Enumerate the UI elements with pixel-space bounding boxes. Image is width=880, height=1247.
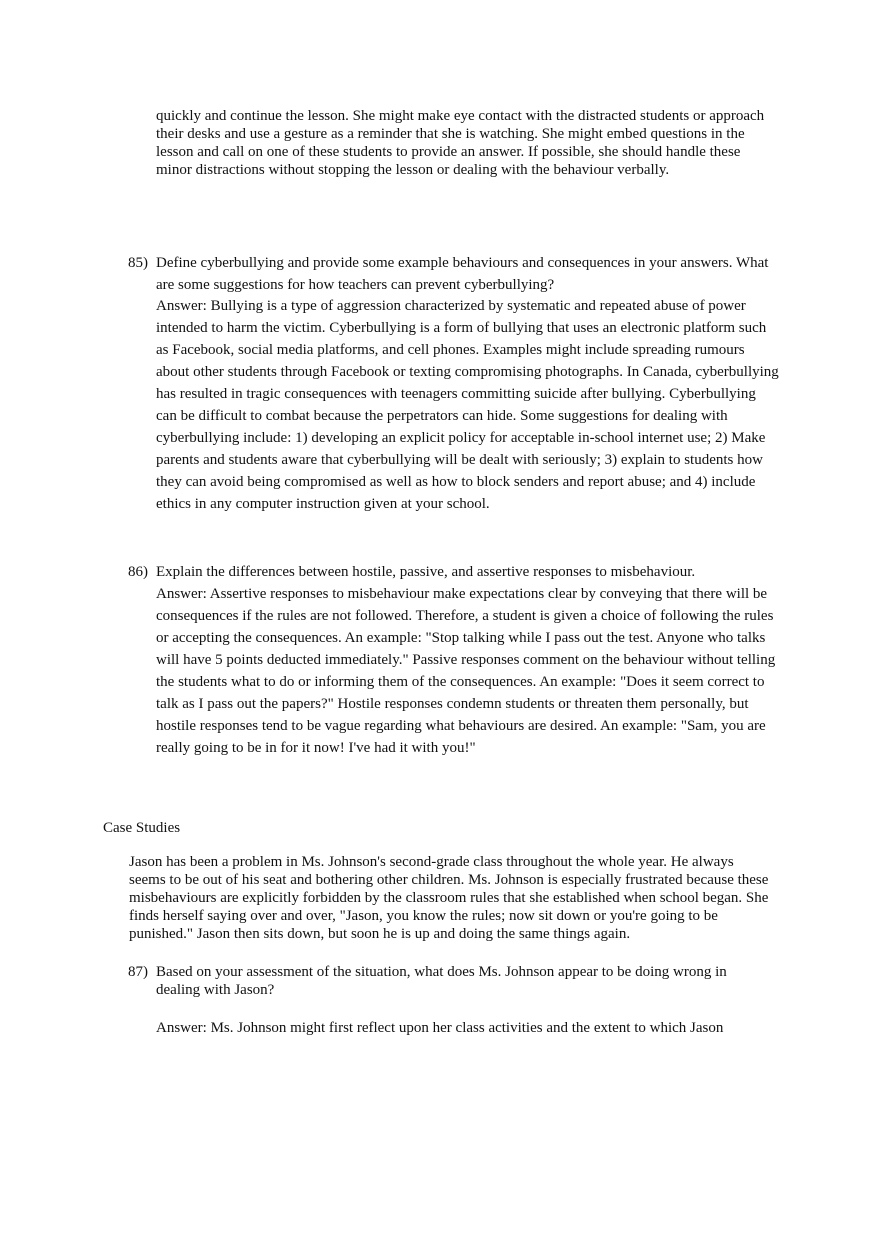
question-85-text: Define cyberbullying and provide some example behaviours and consequences in your answers. What are some suggestions for how teachers can prevent cyberbullying? [156,255,769,293]
case-studies-heading: Case Studies [103,820,181,836]
continuation-paragraph: quickly and continue the lesson. She might make eye contact with the distracted students or approach their desks and use a gesture as a reminder that she is watching. She might embed questions in the lesson and call on one of these students to provide an answer. If possible, she should handle these minor distractions without stopping the lesson or dealing with the behaviour verbally. [156,108,765,178]
question-86-number: 86) [128,564,148,580]
question-85-number: 85) [128,255,148,271]
question-87-number: 87) [128,964,148,980]
question-86-answer: Answer: Assertive responses to misbehaviour make expectations clear by conveying that there will be consequences if the rules are not followed. Therefore, a student is given a choice of following the rules or accepting the consequences. An example: "Stop talking while I pass out the test. Anyone who talks will have 5 points deducted immediately." Passive responses comment on the behaviour without telling the students what to do or informing them of the consequences. An example: "Does it seem correct to talk as I pass out the papers?" Hostile responses condemn students or threaten them personally, but hostile responses tend to be vague regarding what behaviours are desired. An example: "Sam, you are really going to be in for it now! I've had it with you!" [156,586,776,756]
question-87-text: Based on your assessment of the situation, what does Ms. Johnson appear to be doing wrong in dealing with Jason? [156,964,727,998]
case-scenario-paragraph: Jason has been a problem in Ms. Johnson's second-grade class throughout the whole year. He always seems to be out of his seat and bothering other children. Ms. Johnson is especially frustrated because these misbehaviours are explicitly forbidden by the classroom rules that she established when school began. She finds herself saying over and over, "Jason, you know the rules; now sit down or you're going to be punished." Jason then sits down, but soon he is up and doing the same things again. [129,854,769,942]
question-87-answer: Answer: Ms. Johnson might first reflect upon her class activities and the extent to which Jason [156,1020,724,1036]
question-85-answer: Answer: Bullying is a type of aggression characterized by systematic and repeated abuse of power intended to harm the victim. Cyberbullying is a form of bullying that uses an electronic platform such as Facebook, social media platforms, and cell phones. Examples might include spreading rumours about other students through Facebook or texting compromising photographs. In Canada, cyberbullying has resulted in tragic consequences with teenagers committing suicide after bullying. Cyberbullying can be difficult to combat because the perpetrators can hide. Some suggestions for dealing with cyberbullying include: 1) developing an explicit policy for acceptable in-school internet use; 2) Make parents and students aware that cyberbullying will be dealt with seriously; 3) explain to students how they can avoid being compromised as well as how to block senders and report abuse; and 4) include ethics in any computer instruction given at your school. [156,298,779,512]
question-86-text: Explain the differences between hostile, passive, and assertive responses to misbehaviour. [156,564,696,580]
